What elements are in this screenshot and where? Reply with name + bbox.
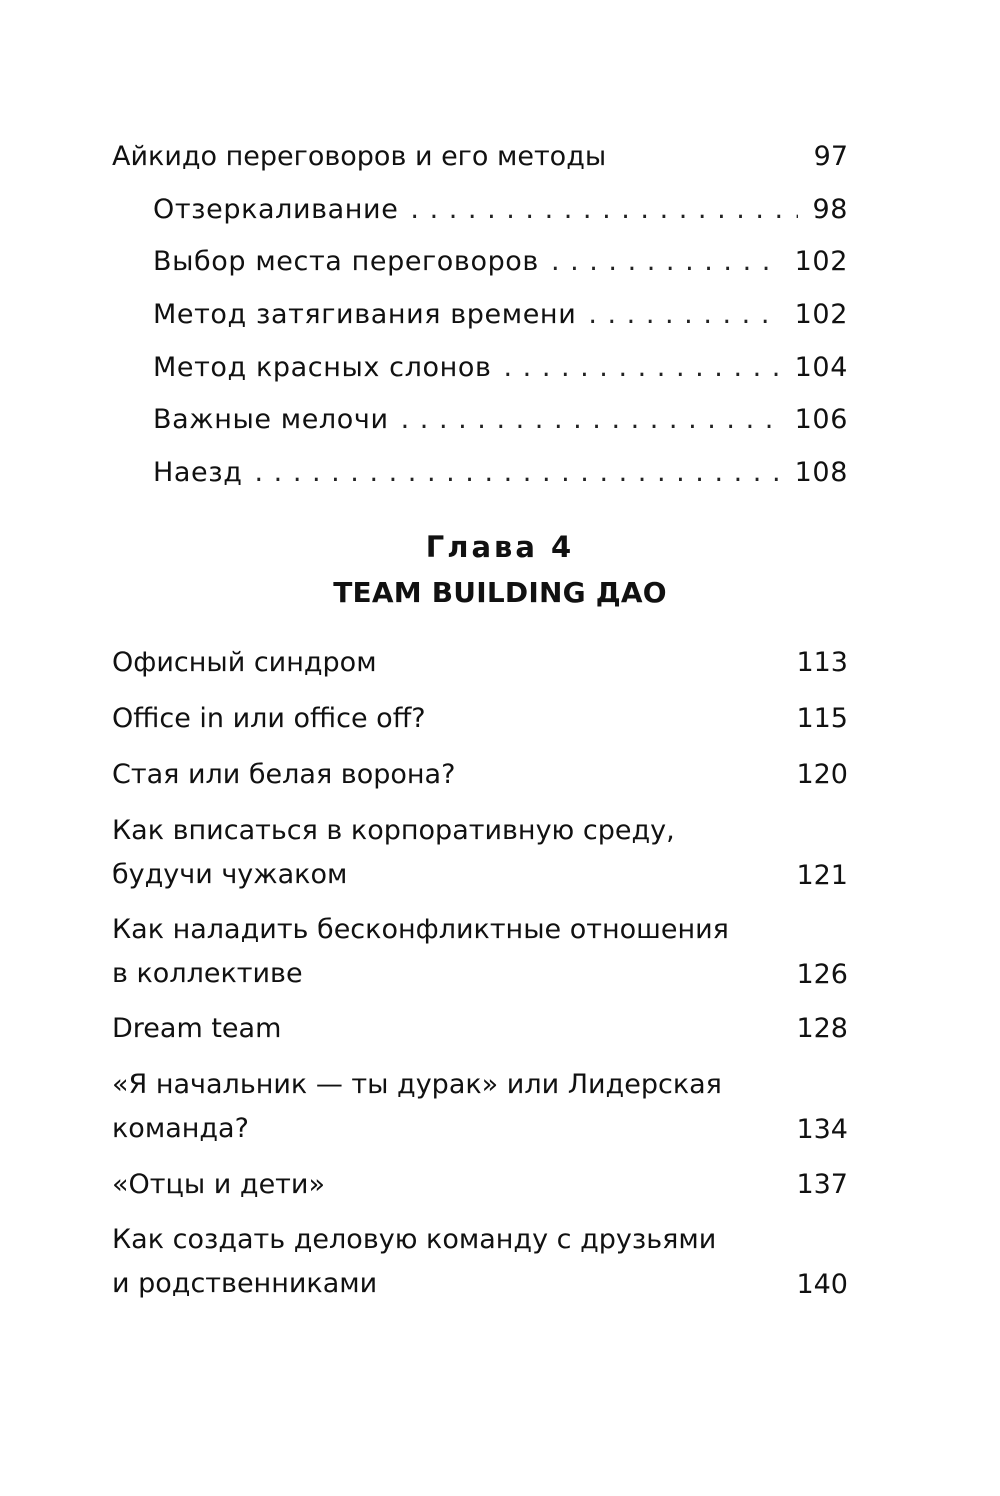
- toc-page-number: 137: [796, 1169, 848, 1200]
- toc-entry-line: и родственниками: [112, 1268, 378, 1299]
- toc-page-number: 97: [813, 141, 848, 172]
- toc-entry-title: [112, 809, 675, 897]
- toc-entry: [112, 1163, 848, 1206]
- toc-entry: [112, 1007, 848, 1050]
- toc-entry: [112, 1063, 848, 1151]
- toc-entry-line: команда?: [112, 1113, 249, 1144]
- toc-entry-line: Как наладить бесконфликтные отношения: [112, 914, 729, 945]
- dot-leader: [503, 346, 780, 389]
- toc-page-number: 128: [796, 1013, 848, 1044]
- toc-entry-line: будучи чужаком: [112, 859, 348, 890]
- toc-subitem: [153, 240, 848, 283]
- toc-page-number: 134: [796, 1114, 848, 1145]
- toc-page-number: 102: [794, 299, 848, 330]
- toc-subitem-label: Выбор места переговоров: [153, 246, 539, 277]
- toc-page-number: 106: [794, 404, 848, 435]
- chapter-number: Глава 4: [425, 530, 575, 564]
- toc-entry: [112, 641, 848, 684]
- toc-entry-line: в коллективе: [112, 958, 303, 989]
- toc-entry-title: Office in или office off?: [112, 703, 426, 734]
- toc-entry-title: [112, 1218, 716, 1306]
- toc-section-heading: [112, 135, 848, 178]
- toc-entry-title: Офисный синдром: [112, 647, 377, 678]
- toc-page-number: 113: [796, 647, 848, 678]
- toc-page-number: 115: [796, 703, 848, 734]
- toc-subitem: [153, 188, 848, 231]
- toc-entry-title: Стая или белая ворона?: [112, 759, 456, 790]
- dot-leader: [551, 240, 781, 283]
- toc-entry: [112, 697, 848, 740]
- toc-page-number: 98: [812, 194, 848, 225]
- toc-subitem-label: Метод красных слонов: [153, 352, 492, 383]
- dot-leader: [254, 451, 780, 494]
- toc-subitem-label: Метод затягивания времени: [153, 299, 577, 330]
- toc-entry: [112, 809, 848, 897]
- toc-entry-title: Dream team: [112, 1013, 282, 1044]
- toc-entry: [112, 908, 848, 996]
- dot-leader: [588, 293, 780, 336]
- toc-subitem-label: Наезд: [153, 457, 243, 488]
- toc-entry-line: Как вписаться в корпоративную среду,: [112, 815, 675, 846]
- toc-entry-title: «Отцы и дети»: [112, 1169, 325, 1200]
- toc-subitem: [153, 293, 848, 336]
- dot-leader: [401, 398, 781, 441]
- toc-page-number: 104: [794, 352, 848, 383]
- toc-subitem: [153, 398, 848, 441]
- toc-entry-title: [112, 1063, 722, 1151]
- toc-page-number: 102: [794, 246, 848, 277]
- toc-page-number: 140: [796, 1269, 848, 1300]
- toc-entry-line: Как создать деловую команду с друзьями: [112, 1224, 717, 1255]
- toc-section-title: Айкидо переговоров и его методы: [112, 141, 607, 172]
- toc-subitem: [153, 346, 848, 389]
- toc-entry: [112, 753, 848, 796]
- toc-page-number: 126: [796, 959, 848, 990]
- chapter-title: TEAM BUILDING ДАО: [333, 576, 667, 609]
- toc-page-number: 120: [796, 759, 848, 790]
- toc-entry: [112, 1218, 848, 1306]
- toc-subitem-label: Отзеркаливание: [153, 194, 399, 225]
- toc-page-number: 121: [796, 860, 848, 891]
- toc-subitem: [153, 451, 848, 494]
- toc-page-number: 108: [794, 457, 848, 488]
- toc-entry-line: «Я начальник — ты дурак» или Лидерская: [112, 1069, 722, 1100]
- toc-entry-title: [112, 908, 729, 996]
- dot-leader: [410, 188, 798, 231]
- toc-subitem-label: Важные мелочи: [153, 404, 389, 435]
